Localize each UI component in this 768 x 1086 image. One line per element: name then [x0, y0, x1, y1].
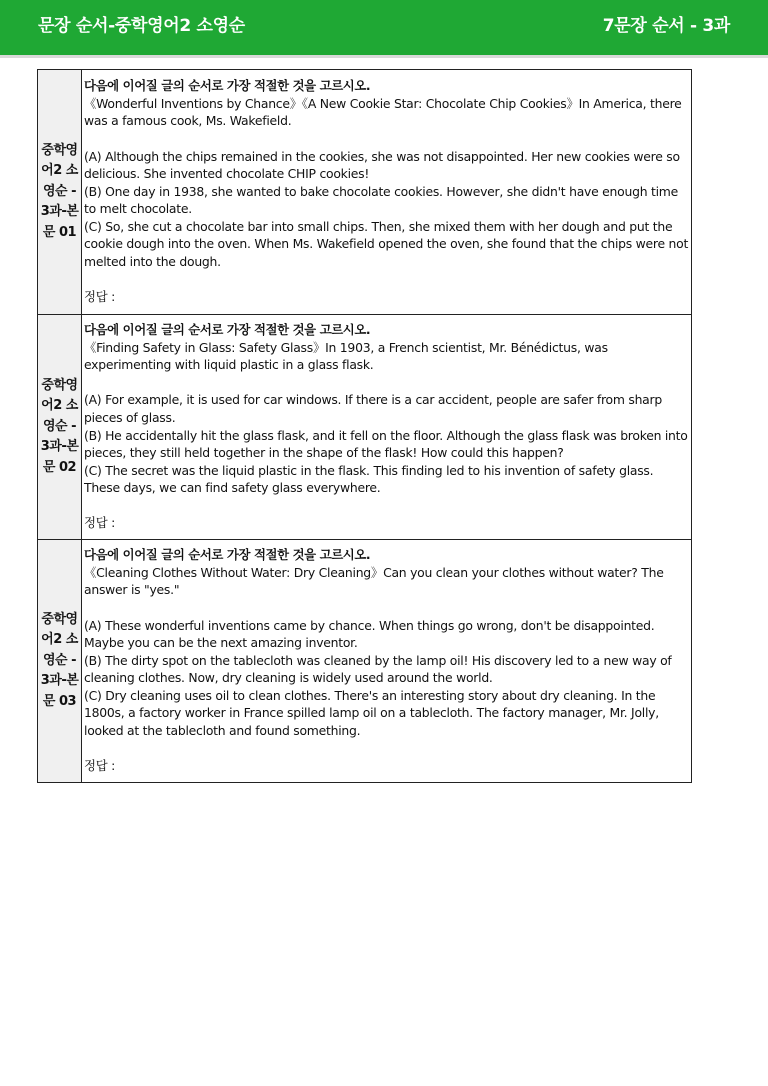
option-c: (C) So, she cut a chocolate bar into small chips. Then, she mixed them with her dough and put the cookie dough into the oven. When Ms. Wakefield opened the oven, she found that the chips were not melted into the dough. [84, 218, 689, 270]
option-a: (A) These wonderful inventions came by chance. When things go wrong, don't be disappointed. Maybe you can be the next amazing inventor. [84, 617, 655, 651]
answer-label: 정답 : [84, 515, 116, 531]
question-intro: 《Finding Safety in Glass: Safety Glass》In 1903, a French scientist, Mr. Bénédictus, was experimenting with liquid plastic in a glass flask. [84, 339, 608, 373]
option-c: (C) The secret was the liquid plastic in the flask. This finding led to his invention of safety glass. These days, we can find safety glass everywhere. [84, 462, 654, 496]
question-content [82, 70, 692, 315]
spacer [84, 374, 689, 392]
question-table [37, 69, 692, 783]
option-b: (B) He accidentally hit the glass flask, and it fell on the floor. Although the glass flask was broken into pieces, they still held together in the shape of the flask! How could this happen? [84, 427, 688, 461]
option-c: (C) Dry cleaning uses oil to clean clothes. There's an interesting story about dry cleaning. In the 1800s, a factory worker in France spilled lamp oil on a tablecloth. The factory manager, Mr. Jolly, looked at the tablecloth and found something. [84, 687, 659, 739]
option-a: (A) For example, it is used for car windows. If there is a car accident, people are safer from sharp pieces of glass. [84, 392, 662, 425]
spacer [84, 130, 689, 148]
question-instruction: 다음에 이어질 글의 순서로 가장 적절한 것을 고르시오. [84, 547, 371, 563]
question-content [82, 315, 692, 540]
header-section-label: 7문장 순서 - 3과 [602, 16, 730, 36]
question-row [38, 315, 692, 540]
question-intro: 《Wonderful Inventions by Chance》《A New Cookie Star: Chocolate Chip Cookies》In America, there was a famous cook, Ms. Wakefield. [84, 95, 682, 129]
question-instruction: 다음에 이어질 글의 순서로 가장 적절한 것을 고르시오. [84, 78, 371, 94]
spacer [84, 740, 689, 758]
question-row [38, 70, 692, 315]
question-label: 중학영어2 소영순 - 3과-본문 03 [38, 540, 82, 783]
header-title: 문장 순서-중학영어2 소영순 [38, 16, 245, 36]
option-b: (B) The dirty spot on the tablecloth was cleaned by the lamp oil! His discovery led to a new way of cleaning clothes. Now, dry cleaning is widely used around the world. [84, 652, 672, 686]
option-b: (B) One day in 1938, she wanted to bake chocolate cookies. However, she didn't have enough time to melt chocolate. [84, 183, 678, 217]
answer-label: 정답 : [84, 758, 116, 774]
spacer [84, 497, 689, 515]
page-header [0, 0, 768, 58]
question-intro: 《Cleaning Clothes Without Water: Dry Cleaning》Can you clean your clothes without water? The answer is "yes." [84, 564, 664, 598]
question-label: 중학영어2 소영순 - 3과-본문 02 [38, 315, 82, 540]
spacer [84, 271, 689, 289]
answer-label: 정답 : [84, 289, 116, 305]
question-label: 중학영어2 소영순 - 3과-본문 01 [38, 70, 82, 315]
question-content [82, 540, 692, 783]
spacer [84, 599, 689, 617]
question-instruction: 다음에 이어질 글의 순서로 가장 적절한 것을 고르시오. [84, 321, 371, 337]
question-row [38, 540, 692, 783]
option-a: (A) Although the chips remained in the cookies, she was not disappointed. Her new cookies were so delicious. She invented chocolate CHIP cookies! [84, 148, 680, 182]
